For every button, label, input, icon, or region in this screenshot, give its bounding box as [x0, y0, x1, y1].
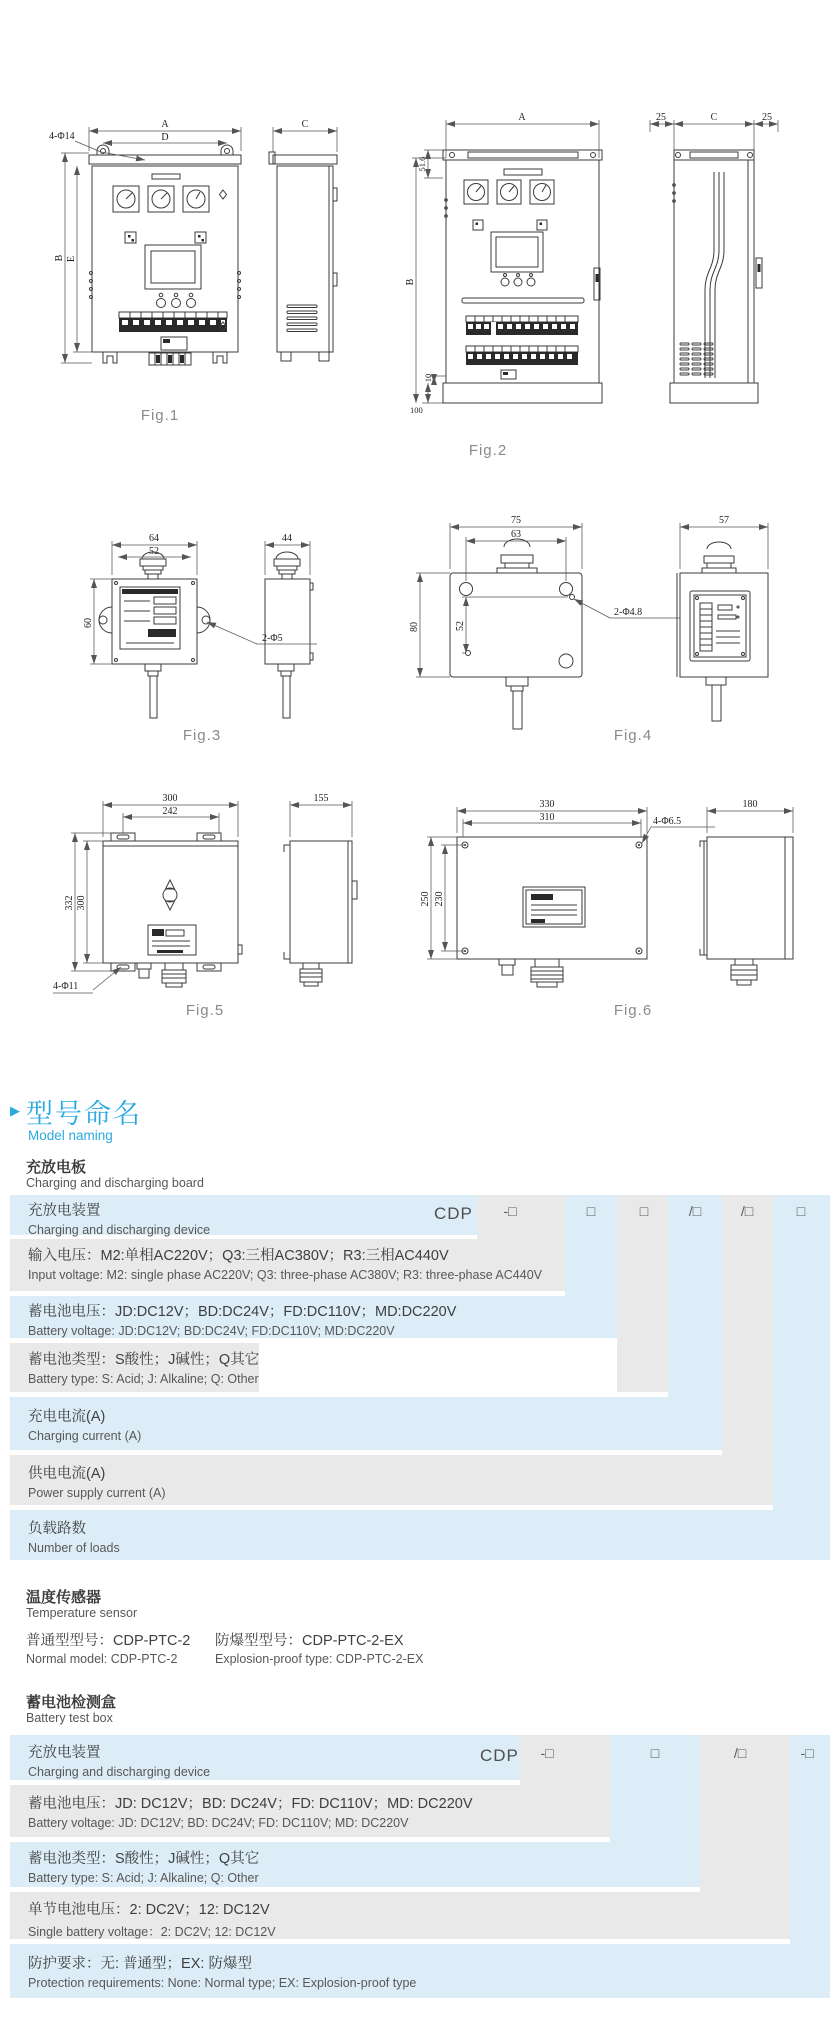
fig1-dim-holes: 4-Φ14 [49, 131, 75, 142]
fig5-front-view [103, 833, 242, 987]
fig6-dim-250: 250 [420, 891, 431, 907]
fig1-dim-B: B [54, 254, 65, 262]
temp-sensor-heading-en: Temperature sensor [26, 1606, 138, 1620]
fig3-front-view [99, 552, 210, 718]
test-box-code-box-4: -□ [800, 1745, 814, 1761]
row-battery-voltage [10, 1296, 617, 1338]
row-tb-device [10, 1735, 520, 1780]
fig4-dimensions [416, 523, 768, 677]
fig3-dim-holes: 2-Φ5 [262, 633, 283, 644]
row-device-zh: 充放电装置 [28, 1203, 101, 1219]
fig2-drawing [380, 100, 800, 445]
test-box-heading-en: Battery test box [26, 1711, 113, 1725]
fig6-dim-330: 330 [539, 799, 555, 810]
temp-sensor-normal-en: Normal model: CDP-PTC-2 [26, 1652, 178, 1666]
board-code-box-6: □ [796, 1203, 806, 1219]
row-tb-protection-zh: 防护要求：无: 普通型；EX: 防爆型 [28, 1956, 252, 1972]
test-box-code-box-3: /□ [733, 1745, 747, 1761]
fig6-dim-180: 180 [742, 799, 758, 810]
row-tb-cell-voltage [10, 1892, 790, 1939]
temp-sensor-explosion-en: Explosion-proof type: CDP-PTC-2-EX [215, 1652, 424, 1666]
fig3-dim-64: 64 [149, 533, 159, 544]
fig6-side-view [700, 837, 793, 985]
fig4-dim-52: 52 [455, 621, 466, 631]
fig4-dim-63: 63 [511, 529, 521, 540]
row-tb-battery-voltage-zh: 蓄电池电压：JD: DC12V；BD: DC24V；FD: DC110V；MD: DC220V [28, 1796, 473, 1812]
fig2-dim-100: 100 [410, 405, 423, 415]
board-model-table [10, 1195, 830, 1560]
section-marker-icon: ▶ [10, 1103, 20, 1118]
row-input-voltage-en: Input voltage: M2: single phase AC220V; Q3: three-phase AC380V; R3: three-phase AC440V [28, 1268, 542, 1282]
fig2-dim-25l: 25 [656, 112, 666, 123]
fig5-side-view [284, 841, 357, 986]
board-heading-zh: 充放电板 [26, 1159, 87, 1176]
row-charging-current [10, 1397, 722, 1450]
fig6-dimensions [427, 807, 793, 959]
fig6-drawing [395, 793, 815, 1013]
fig2-dim-516: 51.6 [417, 156, 427, 172]
fig5-dim-300v: 300 [76, 895, 87, 911]
fig2-dim-A: A [518, 112, 526, 123]
fig4-side-view [677, 542, 768, 721]
row-supply-current-en: Power supply current (A) [28, 1486, 166, 1500]
fig3-dim-44: 44 [282, 533, 292, 544]
row-tb-protection-en: Protection requirements: None: Normal type; EX: Explosion-proof type [28, 1976, 417, 1990]
fig1-front-view [89, 145, 241, 365]
fig1-side-view [269, 152, 337, 361]
row-input-voltage [10, 1239, 565, 1291]
row-input-voltage-zh: 输入电压：M2:单相AC220V；Q3:三相AC380V；R3:三相AC440V [28, 1248, 449, 1264]
board-code-box-1: -□ [503, 1203, 517, 1219]
fig3-caption: Fig.3 [182, 727, 222, 744]
board-code-box-5: /□ [740, 1203, 754, 1219]
test-box-code-prefix: CDP [480, 1746, 519, 1765]
row-battery-voltage-en: Battery voltage: JD:DC12V; BD:DC24V; FD:DC110V; MD:DC220V [28, 1324, 395, 1338]
fig5-dim-155: 155 [313, 793, 329, 804]
fig1-caption: Fig.1 [140, 407, 180, 424]
fig6-caption: Fig.6 [613, 1002, 653, 1019]
row-tb-battery-voltage [10, 1785, 610, 1837]
test-box-heading-zh: 蓄电池检测盒 [26, 1694, 117, 1711]
row-device-en: Charging and discharging device [28, 1223, 211, 1237]
fig2-side-view [670, 150, 762, 403]
fig4-dim-57: 57 [719, 515, 729, 526]
row-tb-battery-type [10, 1842, 700, 1887]
fig2-dim-25r: 25 [762, 112, 772, 123]
row-battery-type-en: Battery type: S: Acid; J: Alkaline; Q: Other [28, 1372, 259, 1386]
fig4-dim-80: 80 [409, 622, 420, 632]
fig2-dim-10: 10 [423, 373, 433, 383]
temp-sensor-normal-zh: 普通型型号：CDP-PTC-2 [26, 1633, 191, 1649]
fig1-dim-A: A [161, 119, 169, 130]
row-device [10, 1195, 477, 1235]
row-battery-type [10, 1343, 259, 1392]
band-battery-type [617, 1195, 668, 1392]
fig5-dim-holes: 4-Φ11 [53, 981, 79, 992]
row-tb-battery-type-zh: 蓄电池类型：S酸性；J碱性；Q其它 [28, 1851, 260, 1867]
board-heading-en: Charging and discharging board [26, 1176, 204, 1190]
fig5-drawing [45, 793, 365, 1013]
row-supply-current [10, 1455, 773, 1505]
fig5-caption: Fig.5 [185, 1002, 225, 1019]
band-load-number [773, 1195, 830, 1560]
fig2-front-view [443, 150, 602, 403]
row-tb-device-zh: 充放电装置 [28, 1745, 101, 1761]
fig5-dim-242: 242 [162, 806, 178, 817]
fig2-dim-B: B [405, 278, 416, 286]
test-box-code-box-1: -□ [540, 1745, 554, 1761]
fig1-dim-E: E [66, 255, 77, 263]
row-battery-voltage-zh: 蓄电池电压：JD:DC12V；BD:DC24V；FD:DC110V；MD:DC220V [28, 1304, 457, 1320]
board-code-box-2: □ [586, 1203, 596, 1219]
fig1-dim-C: C [301, 119, 309, 130]
fig3-dim-52: 52 [149, 546, 159, 557]
temp-sensor-heading-zh: 温度传感器 [26, 1589, 102, 1606]
fig4-dim-75: 75 [511, 515, 521, 526]
board-code-prefix: CDP [434, 1204, 473, 1223]
section-title-en: Model naming [28, 1128, 113, 1143]
fig2-dim-C: C [710, 112, 718, 123]
row-tb-battery-type-en: Battery type: S: Acid; J: Alkaline; Q: Other [28, 1871, 259, 1885]
row-tb-cell-voltage-en: Single battery voltage：2: DC2V; 12: DC12V [28, 1925, 276, 1939]
fig1-dim-D: D [161, 132, 169, 143]
fig6-dim-230: 230 [434, 891, 445, 907]
row-tb-battery-voltage-en: Battery voltage: JD: DC12V; BD: DC24V; FD: DC110V; MD: DC220V [28, 1816, 409, 1830]
row-charging-current-zh: 充电电流(A) [28, 1409, 106, 1425]
fig1-drawing [45, 95, 345, 405]
row-load-number [10, 1510, 830, 1560]
temp-sensor-explosion-zh: 防爆型型号：CDP-PTC-2-EX [215, 1633, 404, 1649]
fig4-caption: Fig.4 [613, 727, 653, 744]
row-load-number-zh: 负载路数 [28, 1521, 86, 1537]
fig6-dim-holes: 4-Φ6.5 [653, 816, 682, 827]
row-tb-device-en: Charging and discharging device [28, 1765, 211, 1779]
fig2-caption: Fig.2 [468, 442, 508, 459]
board-code-box-4: /□ [688, 1203, 702, 1219]
fig4-front-view [450, 539, 582, 729]
fig5-dim-300: 300 [162, 793, 178, 804]
row-load-number-en: Number of loads [28, 1541, 120, 1555]
fig4-dim-holes: 2-Φ4.8 [614, 607, 643, 618]
board-code-box-3: □ [639, 1203, 649, 1219]
fig5-dim-332: 332 [64, 895, 75, 911]
row-tb-cell-voltage-zh: 单节电池电压：2: DC2V；12: DC12V [28, 1902, 270, 1918]
test-box-model-table [10, 1735, 830, 1998]
fig4-drawing [370, 505, 800, 740]
fig5-dimensions [53, 801, 352, 993]
section-title-zh: 型号命名 [26, 1099, 142, 1129]
row-charging-current-en: Charging current (A) [28, 1429, 142, 1443]
fig6-front-view [457, 837, 647, 987]
row-tb-protection [10, 1944, 830, 1998]
row-battery-type-zh: 蓄电池类型：S酸性；J碱性；Q其它 [28, 1352, 260, 1368]
fig3-drawing [50, 515, 350, 730]
test-box-code-box-2: □ [650, 1745, 660, 1761]
fig3-dim-60: 60 [83, 618, 94, 628]
fig6-dim-310: 310 [539, 812, 555, 823]
row-supply-current-zh: 供电电流(A) [28, 1466, 106, 1482]
